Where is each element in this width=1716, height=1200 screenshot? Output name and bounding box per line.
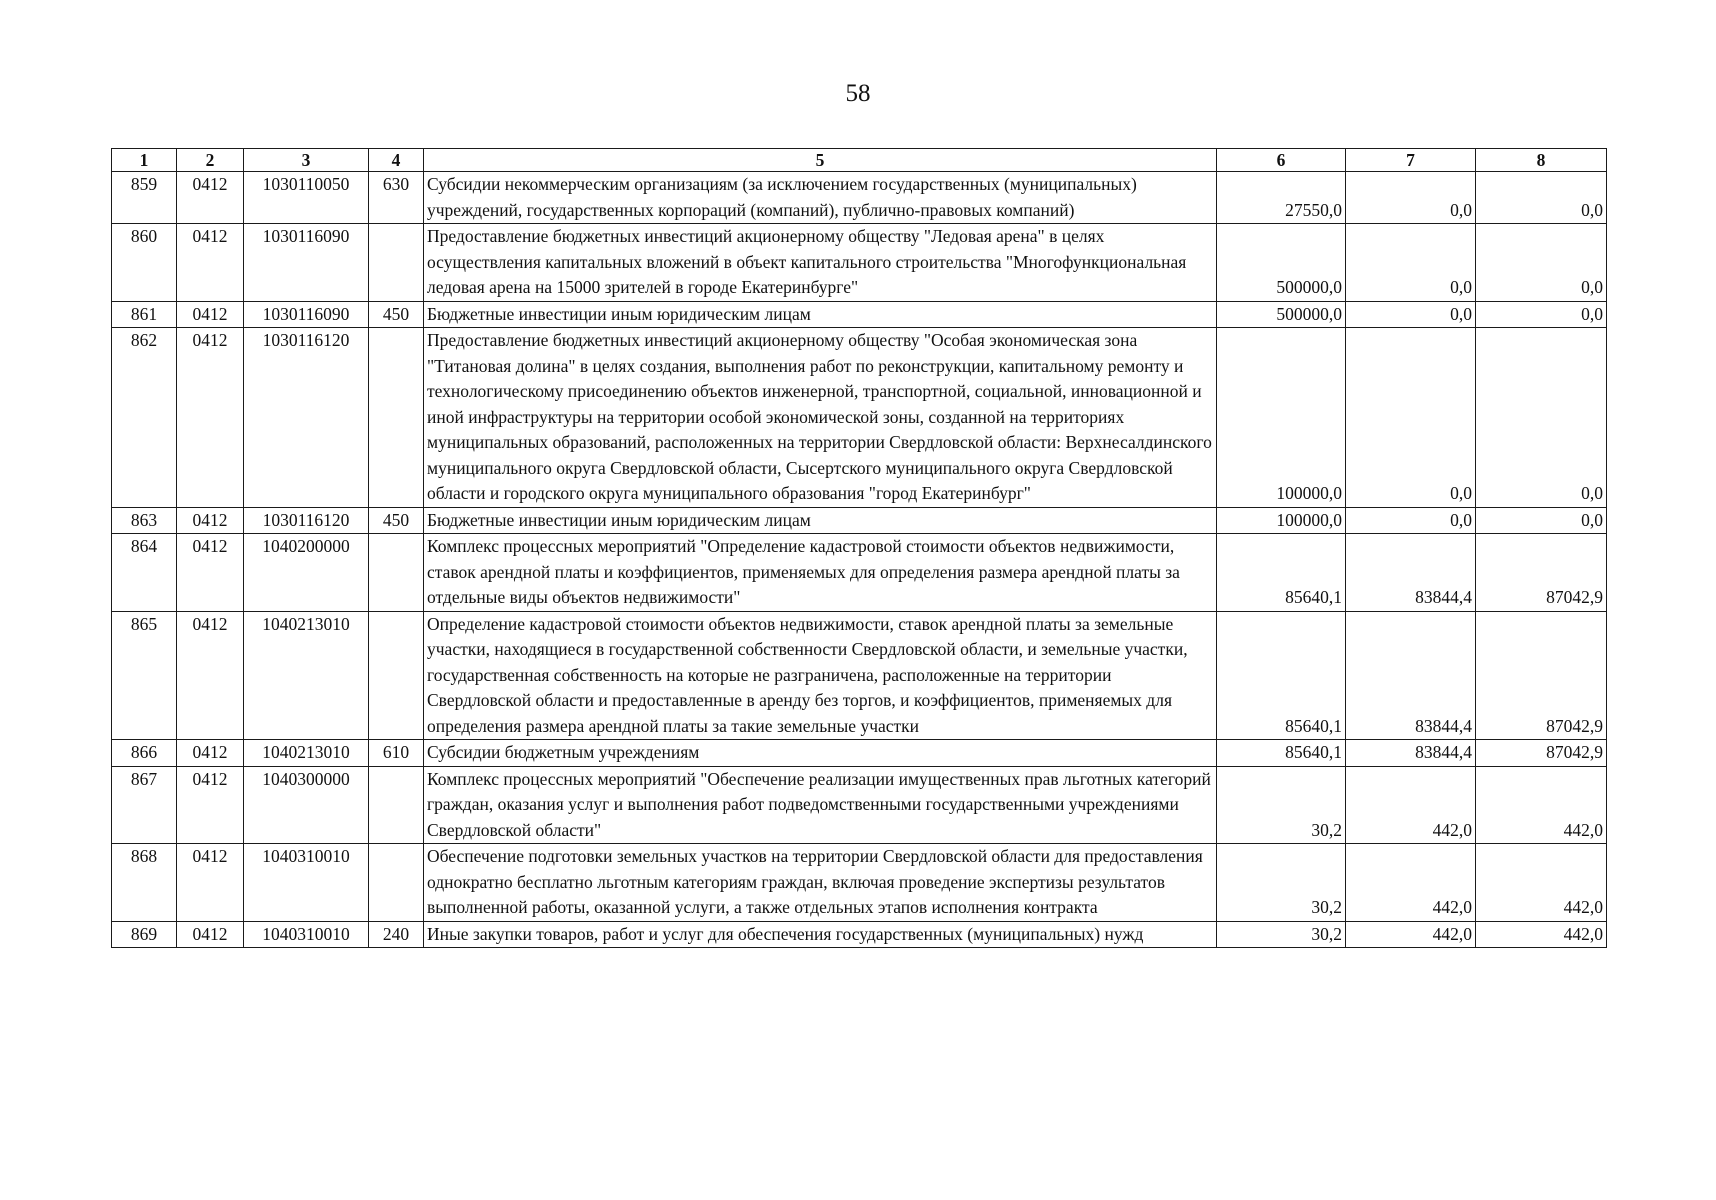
table-row: [112, 921, 1607, 948]
target-code-cell: 1040200000: [244, 534, 369, 612]
section-code-cell: 0412: [177, 844, 244, 922]
table-row: [112, 507, 1607, 534]
amount-col7-cell: 0,0: [1346, 328, 1476, 508]
amount-col8-cell: 442,0: [1476, 766, 1607, 844]
page-number: 58: [845, 80, 871, 107]
row-number-cell: 863: [112, 507, 177, 534]
section-code-cell: 0412: [177, 507, 244, 534]
target-code-cell: 1030116090: [244, 224, 369, 302]
amount-col6-cell: 500000,0: [1217, 301, 1346, 328]
amount-col8-cell: 0,0: [1476, 224, 1607, 302]
expense-type-cell: 240: [369, 921, 424, 948]
expense-type-cell: [369, 611, 424, 740]
amount-col6-cell: 85640,1: [1217, 611, 1346, 740]
amount-col6-cell: 30,2: [1217, 766, 1346, 844]
header-row: [112, 149, 1607, 172]
row-number-cell: 867: [112, 766, 177, 844]
amount-col7-cell: 442,0: [1346, 921, 1476, 948]
amount-col6-cell: 30,2: [1217, 844, 1346, 922]
amount-col8-cell: 87042,9: [1476, 611, 1607, 740]
amount-col7-cell: 0,0: [1346, 172, 1476, 224]
header-cell-8: 8: [1476, 149, 1607, 172]
target-code-cell: 1030116120: [244, 507, 369, 534]
amount-col8-cell: 0,0: [1476, 507, 1607, 534]
row-number-cell: 861: [112, 301, 177, 328]
amount-col7-cell: 83844,4: [1346, 740, 1476, 767]
target-code-cell: 1030110050: [244, 172, 369, 224]
row-number-cell: 862: [112, 328, 177, 508]
description-cell: Комплекс процессных мероприятий "Обеспечение реализации имущественных прав льготных категорий граждан, оказания услуг и выполнения работ подведомственными государственными учреждениями Свердловской области": [424, 766, 1217, 844]
section-code-cell: 0412: [177, 301, 244, 328]
table-row: [112, 301, 1607, 328]
description-cell: Предоставление бюджетных инвестиций акционерному обществу "Ледовая арена" в целях осуществления капитальных вложений в объект капитального строительства "Многофункциональная ледовая арена на 15000 зрителей в городе Екатеринбурге": [424, 224, 1217, 302]
amount-col6-cell: 85640,1: [1217, 740, 1346, 767]
expense-type-cell: 450: [369, 301, 424, 328]
amount-col7-cell: 0,0: [1346, 224, 1476, 302]
header-cell-5: 5: [424, 149, 1217, 172]
amount-col7-cell: 0,0: [1346, 301, 1476, 328]
row-number-cell: 860: [112, 224, 177, 302]
section-code-cell: 0412: [177, 224, 244, 302]
table-row: [112, 172, 1607, 224]
description-cell: Определение кадастровой стоимости объектов недвижимости, ставок арендной платы за земельные участки, находящиеся в государственной собственности Свердловской области, и земельные участки, государственная собственность на которые не разграничена, расположенные на территории Свердловской области и предоставленные в аренду без торгов, и коэффициентов, применяемых для определения размера арендной платы за такие земельные участки: [424, 611, 1217, 740]
amount-col8-cell: 87042,9: [1476, 740, 1607, 767]
section-code-cell: 0412: [177, 921, 244, 948]
description-cell: Бюджетные инвестиции иным юридическим лицам: [424, 301, 1217, 328]
amount-col8-cell: 442,0: [1476, 844, 1607, 922]
amount-col6-cell: 30,2: [1217, 921, 1346, 948]
amount-col6-cell: 85640,1: [1217, 534, 1346, 612]
row-number-cell: 866: [112, 740, 177, 767]
target-code-cell: 1030116120: [244, 328, 369, 508]
expense-type-cell: [369, 534, 424, 612]
amount-col6-cell: 27550,0: [1217, 172, 1346, 224]
expense-type-cell: 630: [369, 172, 424, 224]
amount-col8-cell: 442,0: [1476, 921, 1607, 948]
section-code-cell: 0412: [177, 534, 244, 612]
target-code-cell: 1040213010: [244, 740, 369, 767]
header-cell-6: 6: [1217, 149, 1346, 172]
table-row: [112, 740, 1607, 767]
table-row: [112, 844, 1607, 922]
section-code-cell: 0412: [177, 328, 244, 508]
target-code-cell: 1040310010: [244, 844, 369, 922]
table-row: [112, 766, 1607, 844]
budget-table: [111, 148, 1607, 948]
header-cell-2: 2: [177, 149, 244, 172]
expense-type-cell: [369, 766, 424, 844]
description-cell: Субсидии некоммерческим организациям (за исключением государственных (муниципальных) учреждений, государственных корпораций (компаний), публично-правовых компаний): [424, 172, 1217, 224]
expense-type-cell: 610: [369, 740, 424, 767]
target-code-cell: 1040310010: [244, 921, 369, 948]
amount-col6-cell: 100000,0: [1217, 328, 1346, 508]
header-cell-7: 7: [1346, 149, 1476, 172]
description-cell: Бюджетные инвестиции иным юридическим лицам: [424, 507, 1217, 534]
description-cell: Предоставление бюджетных инвестиций акционерному обществу "Особая экономическая зона "Титановая долина" в целях создания, выполнения работ по реконструкции, капитальному ремонту и технологическому присоединению объектов инженерной, транспортной, социальной, инновационной и иной инфраструктуры на территории особой экономической зоны, созданной на территориях муниципальных образований, расположенных на территории Свердловской области: Верхнесалдинского муниципального округа Свердловской области, Сысертского муниципального округа Свердловской области и городского округа муниципального образования "город Екатеринбург": [424, 328, 1217, 508]
amount-col8-cell: 0,0: [1476, 172, 1607, 224]
description-cell: Субсидии бюджетным учреждениям: [424, 740, 1217, 767]
amount-col7-cell: 83844,4: [1346, 534, 1476, 612]
target-code-cell: 1030116090: [244, 301, 369, 328]
target-code-cell: 1040300000: [244, 766, 369, 844]
section-code-cell: 0412: [177, 172, 244, 224]
section-code-cell: 0412: [177, 611, 244, 740]
row-number-cell: 865: [112, 611, 177, 740]
row-number-cell: 868: [112, 844, 177, 922]
amount-col6-cell: 100000,0: [1217, 507, 1346, 534]
amount-col7-cell: 442,0: [1346, 766, 1476, 844]
table-row: [112, 611, 1607, 740]
expense-type-cell: [369, 844, 424, 922]
amount-col7-cell: 0,0: [1346, 507, 1476, 534]
table-row: [112, 224, 1607, 302]
section-code-cell: 0412: [177, 740, 244, 767]
table-row: [112, 328, 1607, 508]
row-number-cell: 859: [112, 172, 177, 224]
header-cell-4: 4: [369, 149, 424, 172]
amount-col8-cell: 0,0: [1476, 301, 1607, 328]
row-number-cell: 864: [112, 534, 177, 612]
description-cell: Иные закупки товаров, работ и услуг для обеспечения государственных (муниципальных) нужд: [424, 921, 1217, 948]
section-code-cell: 0412: [177, 766, 244, 844]
target-code-cell: 1040213010: [244, 611, 369, 740]
amount-col8-cell: 0,0: [1476, 328, 1607, 508]
header-cell-3: 3: [244, 149, 369, 172]
amount-col6-cell: 500000,0: [1217, 224, 1346, 302]
description-cell: Комплекс процессных мероприятий "Определение кадастровой стоимости объектов недвижимости, ставок арендной платы и коэффициентов, применяемых для определения размера арендной платы за отдельные виды объектов недвижимости": [424, 534, 1217, 612]
expense-type-cell: [369, 224, 424, 302]
description-cell: Обеспечение подготовки земельных участков на территории Свердловской области для предоставления однократно бесплатно льготным категориям граждан, включая проведение экспертизы результатов выполненной работы, оказанной услуги, а также отдельных этапов исполнения контракта: [424, 844, 1217, 922]
amount-col8-cell: 87042,9: [1476, 534, 1607, 612]
table-row: [112, 534, 1607, 612]
header-cell-1: 1: [112, 149, 177, 172]
row-number-cell: 869: [112, 921, 177, 948]
amount-col7-cell: 83844,4: [1346, 611, 1476, 740]
expense-type-cell: 450: [369, 507, 424, 534]
expense-type-cell: [369, 328, 424, 508]
amount-col7-cell: 442,0: [1346, 844, 1476, 922]
